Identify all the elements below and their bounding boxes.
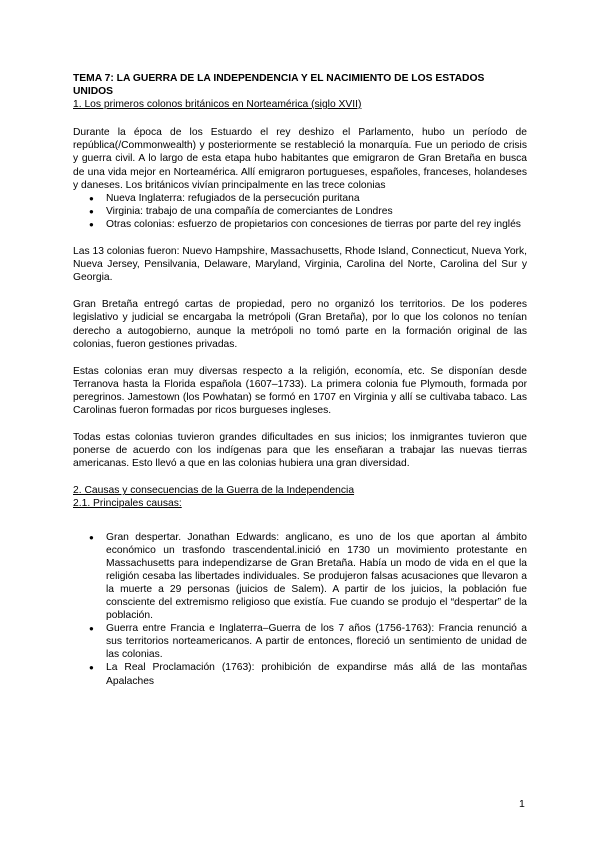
bullet-icon: ● (89, 624, 94, 634)
list-item: ● Nueva Inglaterra: refugiados de la persecución puritana (89, 192, 360, 204)
spacer (73, 284, 527, 298)
section-2-1-heading: 2.1. Principales causas: (73, 498, 182, 510)
section-1-heading: 1. Los primeros colonos británicos en Norteamérica (siglo XVII) (73, 99, 362, 111)
property-paragraph: Gran Bretaña entregó cartas de propiedad, pero no organizó los territorios. De los poderes legislativo y judicial se encargaba la metrópoli (Gran Bretaña), por lo que los colonos no tenían derecho a autogobierno, aunque la metrópoli no tomó parte en la formación original de las colonias, fueron gestiones privadas. (73, 299, 527, 350)
spacer (73, 511, 527, 531)
causes-list (73, 531, 527, 688)
list-item: ● Otras colonias: esfuerzo de propietarios con concesiones de tierras por parte del rey inglés (89, 218, 521, 230)
section-1-intro: Durante la época de los Estuardo el rey deshizo el Parlamento, hubo un período de república(/Commonwealth) y posteriormente se restableció la monarquía. Fue un periodo de crisis y guerra civil. A lo largo de esta etapa hubo habitantes que emigraron de Gran Bretaña en busca de una vida mejor en Norteamérica. Allí emigraron portugueses, españoles, franceses, holandeses y daneses. Los británicos vivían principalmente en las trece colonias (73, 127, 527, 191)
difficulties-paragraph: Todas estas colonias tuvieron grandes dificultades en sus inicios; los inmigrantes tuvieron que ponerse de acuerdo con los indígenas para que les enseñaran a trabajar las nuevas tierras americanas. Esto llevó a que en las colonias hubiera una gran diversidad. (73, 432, 527, 470)
diversity-paragraph: Estas colonias eran muy diversas respecto a la religión, economía, etc. Se disponían desde Terranova hasta la Florida española (1607–1733). La primera colonia fue Plymouth, formada por peregrinos. Jamestown (los Powhatan) se formó en 1707 en Virginia y allí se cultivaba tabaco. Las Carolinas fueron formadas por ricos burgueses ingleses. (73, 365, 527, 416)
document-title: TEMA 7: LA GUERRA DE LA INDEPENDENCIA Y EL NACIMIENTO DE LOS ESTADOS UNIDOS (73, 73, 485, 98)
list-item: ● Virginia: trabajo de una compañía de comerciantes de Londres (89, 205, 393, 217)
spacer (73, 231, 527, 245)
spacer (73, 111, 527, 126)
colonies-origin-list (73, 192, 527, 231)
spacer (73, 417, 527, 431)
section-2-heading: 2. Causas y consecuencias de la Guerra de la Independencia (73, 485, 355, 497)
bullet-icon: ● (89, 193, 94, 203)
bullet-icon: ● (89, 663, 94, 673)
spacer (73, 470, 527, 484)
bullet-icon: ● (89, 219, 94, 229)
bullet-icon: ● (89, 206, 94, 216)
list-item: ● Gran despertar. Jonathan Edwards: anglicano, es uno de los que aportan al ámbito económico un trasfondo trascendental.inició en 1730 un movimiento protestante en Massachusetts para independizarse de Gran Bretaña. Había un modo de vida en el que la religión cesaba las libertades individuales. Se produjeron falsas acusaciones que llevaron a la muerte a 29 personas (juicios de Salem). A partir de los juicios, la población fue consciente del extremismo religioso que existía. Fue cuando se produjo el “despertar” de la población. (89, 531, 527, 622)
page-content (73, 72, 527, 688)
list-item: ● La Real Proclamación (1763): prohibición de expandirse más allá de las montañas Apalaches (89, 662, 527, 687)
list-item: ● Guerra entre Francia e Inglaterra–Guerra de los 7 años (1756-1763): Francia renunció a sus territorios norteamericanos. A partir de entonces, floreció un sentimiento de unidad de las colonias. (89, 623, 527, 661)
page-number: 1 (519, 798, 525, 810)
bullet-icon: ● (89, 532, 94, 542)
spacer (73, 351, 527, 365)
thirteen-colonies-paragraph: Las 13 colonias fueron: Nuevo Hampshire, Massachusetts, Rhode Island, Connecticut, Nueva York, Nueva Jersey, Pensilvania, Delaware, Maryland, Virginia, Carolina del Norte, Carolina del Sur y Georgia. (73, 246, 527, 284)
